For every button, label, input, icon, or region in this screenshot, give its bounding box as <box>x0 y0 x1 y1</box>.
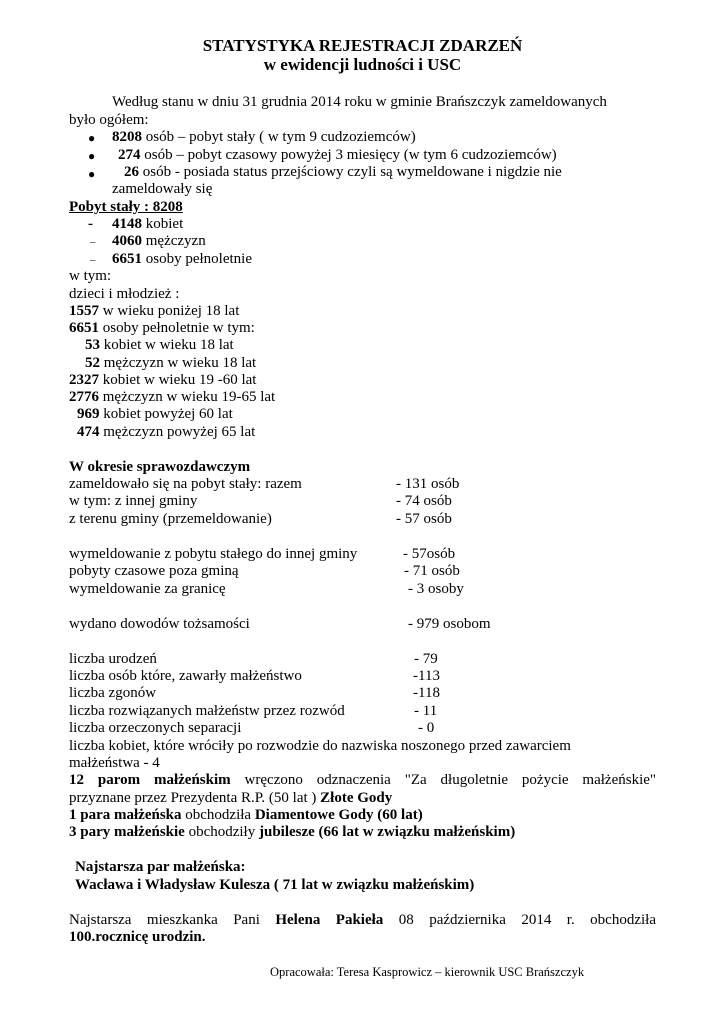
bullet-item-temporary: 274 osób – pobyt czasowy powyżej 3 miesięcy (w tym 6 cudzoziemców) <box>118 147 557 163</box>
section-heading-okres: W okresie sprawozdawczym <box>69 459 251 475</box>
pobyt-item-men: 4060 mężczyzn <box>112 233 206 249</box>
section-heading-pobyt: Pobyt stały : 8208 <box>69 199 183 215</box>
stat-line: 2776 mężczyzn w wieku 19-65 lat <box>69 389 276 405</box>
okres-row-value: - 71 osób <box>404 563 460 579</box>
wtym-label: w tym: <box>69 268 112 284</box>
bullet-icon: ● <box>88 131 96 145</box>
kobiety-line-1: liczba kobiet, które wróciły po rozwodzie do nazwiska noszonego przed zawarciem <box>69 738 571 754</box>
okres-row-value: -113 <box>413 668 440 684</box>
okres-row-value: - 11 <box>414 703 438 719</box>
okres-row-label: wymeldowanie z pobytu stałego do innej gminy <box>69 546 358 562</box>
pary-line-3: 1 para małżeńska obchodziła Diamentowe Gody (60 lat) <box>69 807 423 823</box>
okres-row-label: liczba osób które, zawarły małżeństwo <box>69 668 302 684</box>
author-footer: Opracowała: Teresa Kasprowicz – kierownik USC Brańszczyk <box>270 965 585 979</box>
bullet-icon: ● <box>88 167 96 181</box>
okres-row-label: z terenu gminy (przemeldowanie) <box>69 511 272 527</box>
okres-row-value: - 3 osoby <box>408 581 464 597</box>
intro-line-1: Według stanu w dniu 31 grudnia 2014 roku w gminie Brańszczyk zameldowanych <box>112 94 607 110</box>
intro-line-2: było ogółem: <box>69 112 149 128</box>
okres-row-value: - 57osób <box>403 546 456 562</box>
pary-line-4: 3 pary małżeńskie obchodziły jubilesze (66 lat w związku małżeńskim) <box>69 824 516 840</box>
dzieci-label: dzieci i młodzież : <box>69 286 180 302</box>
okres-row-label: w tym: z innej gminy <box>69 493 198 509</box>
okres-row-value: - 131 osób <box>396 476 460 492</box>
okres-row-value: - 0 <box>418 720 435 736</box>
okres-row-label: liczba rozwiązanych małżeństw przez rozwód <box>69 703 345 719</box>
okres-row-value: - 79 <box>414 651 438 667</box>
okres-row-label: wymeldowanie za granicę <box>69 581 226 597</box>
stat-line: 474 mężczyzn powyżej 65 lat <box>77 424 256 440</box>
document-subtitle: w ewidencji ludności i USC <box>263 55 462 74</box>
okres-row-label: liczba orzeczonych separacji <box>69 720 242 736</box>
bullet-icon: ● <box>88 149 96 163</box>
stat-line: 52 mężczyzn w wieku 18 lat <box>85 355 257 371</box>
document-title: STATYSTYKA REJESTRACJI ZDARZEŃ <box>202 36 523 55</box>
okres-row-value: - 979 osobom <box>408 616 491 632</box>
pobyt-item-women: 4148 kobiet <box>112 216 184 232</box>
bullet-item-continuation: zameldowały się <box>112 181 213 197</box>
stat-line: 1557 w wieku poniżej 18 lat <box>69 303 240 319</box>
okres-row-value: -118 <box>413 685 440 701</box>
okres-row-value: - 57 osób <box>396 511 452 527</box>
dash-marker: - <box>88 216 93 232</box>
najstarsza-heading: Najstarsza par małżeńska: <box>75 859 246 875</box>
stat-line: 6651 osoby pełnoletnie w tym: <box>69 320 255 336</box>
dash-marker: – <box>90 236 96 248</box>
pary-line-1: 12 parom małżeńskim wręczono odznaczenia "Za długoletnie pożycie małżeńskie" <box>69 772 657 788</box>
mieszkanka-line-1: Najstarsza mieszkanka Pani Helena Pakieła 08 października 2014 r. obchodziła <box>69 912 656 928</box>
stat-line: 969 kobiet powyżej 60 lat <box>77 406 233 422</box>
najstarsza-names: Wacława i Władysław Kulesza ( 71 lat w związku małżeńskim) <box>75 877 475 893</box>
okres-row-label: liczba urodzeń <box>69 651 157 667</box>
okres-row-label: pobyty czasowe poza gminą <box>69 563 239 579</box>
pary-line-2: przyznane przez Prezydenta R.P. (50 lat ) Złote Gody <box>69 790 393 806</box>
bullet-item-permanent: 8208 osób – pobyt stały ( w tym 9 cudzoziemców) <box>112 129 416 145</box>
kobiety-line-2: małżeństwa - 4 <box>69 755 160 771</box>
mieszkanka-line-2: 100.rocznicę urodzin. <box>69 929 206 945</box>
stat-line: 53 kobiet w wieku 18 lat <box>85 337 234 353</box>
okres-row-label: wydano dowodów tożsamości <box>69 616 250 632</box>
okres-row-label: liczba zgonów <box>69 685 157 701</box>
pobyt-item-adults: 6651 osoby pełnoletnie <box>112 251 252 267</box>
dash-marker: – <box>90 254 96 266</box>
stat-line: 2327 kobiet w wieku 19 -60 lat <box>69 372 257 388</box>
okres-row-label: zameldowało się na pobyt stały: razem <box>69 476 302 492</box>
okres-row-value: - 74 osób <box>396 493 452 509</box>
bullet-item-transitional: 26 osób - posiada status przejściowy czyli są wymeldowane i nigdzie nie <box>124 164 562 180</box>
